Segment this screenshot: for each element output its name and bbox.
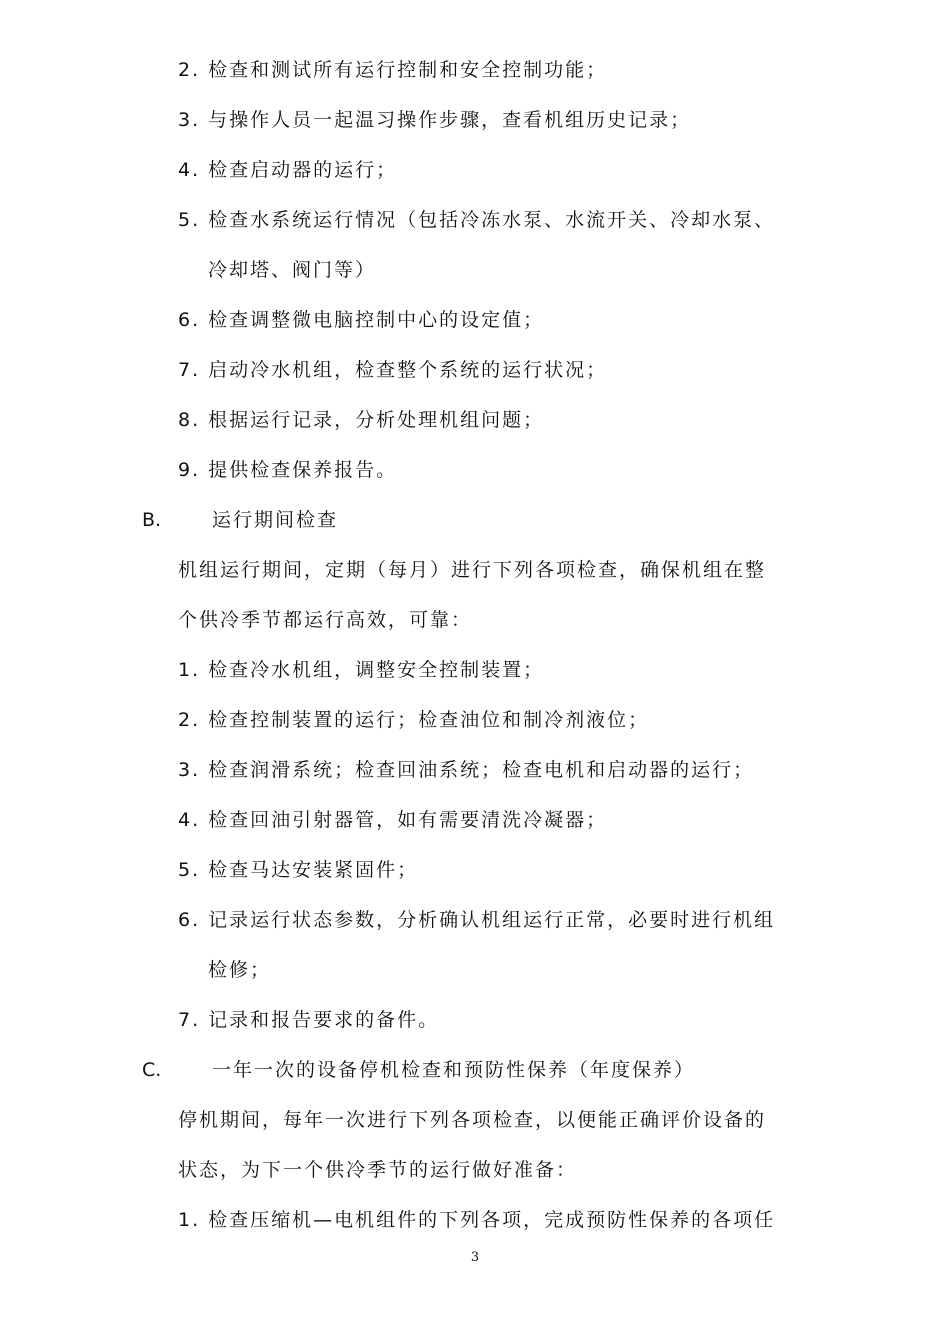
list-item: 5. 检查水系统运行情况（包括冷冻水泵、水流开关、冷却水泵、 xyxy=(178,209,776,231)
list-item: 3. 与操作人员一起温习操作步骤，查看机组历史记录； xyxy=(178,109,692,131)
list-item: 4. 检查回油引射器管，如有需要清洗冷凝器； xyxy=(178,809,608,831)
list-item: 5. 检查马达安装紧固件； xyxy=(178,859,419,881)
section-c-marker: C. xyxy=(142,1059,162,1081)
section-b-title: 运行期间检查 xyxy=(212,509,339,531)
list-item: 8. 根据运行记录，分析处理机组问题； xyxy=(178,409,545,431)
list-item-continuation: 冷却塔、阀门等） xyxy=(208,259,377,281)
list-item-continuation: 检修； xyxy=(208,959,272,981)
section-c-intro: 状态，为下一个供冷季节的运行做好准备： xyxy=(178,1159,578,1181)
list-item: 9. 提供检查保养报告。 xyxy=(178,459,398,481)
list-item: 1. 检查压缩机—电机组件的下列各项，完成预防性保养的各项任 xyxy=(178,1209,776,1231)
section-c-title: 一年一次的设备停机检查和预防性保养（年度保养） xyxy=(212,1059,696,1081)
list-item: 2. 检查控制装置的运行；检查油位和制冷剂液位； xyxy=(178,709,650,731)
list-item: 7. 记录和报告要求的备件。 xyxy=(178,1009,440,1031)
section-c-intro: 停机期间，每年一次进行下列各项检查，以便能正确评价设备的 xyxy=(178,1109,767,1131)
section-b-intro: 机组运行期间，定期（每月）进行下列各项检查，确保机组在整 xyxy=(178,559,767,581)
list-item: 7. 启动冷水机组，检查整个系统的运行状况； xyxy=(178,359,608,381)
list-item: 2. 检查和测试所有运行控制和安全控制功能； xyxy=(178,59,608,81)
page-number: 3 xyxy=(470,1250,480,1265)
list-item: 4. 检查启动器的运行； xyxy=(178,159,398,181)
list-item: 6. 检查调整微电脑控制中心的设定值； xyxy=(178,309,545,331)
section-b-marker: B. xyxy=(142,509,162,531)
list-item: 6. 记录运行状态参数，分析确认机组运行正常，必要时进行机组 xyxy=(178,909,776,931)
list-item: 3. 检查润滑系统；检查回油系统；检查电机和启动器的运行； xyxy=(178,759,755,781)
section-b-intro: 个供冷季节都运行高效，可靠： xyxy=(178,609,473,631)
list-item: 1. 检查冷水机组，调整安全控制装置； xyxy=(178,659,545,681)
